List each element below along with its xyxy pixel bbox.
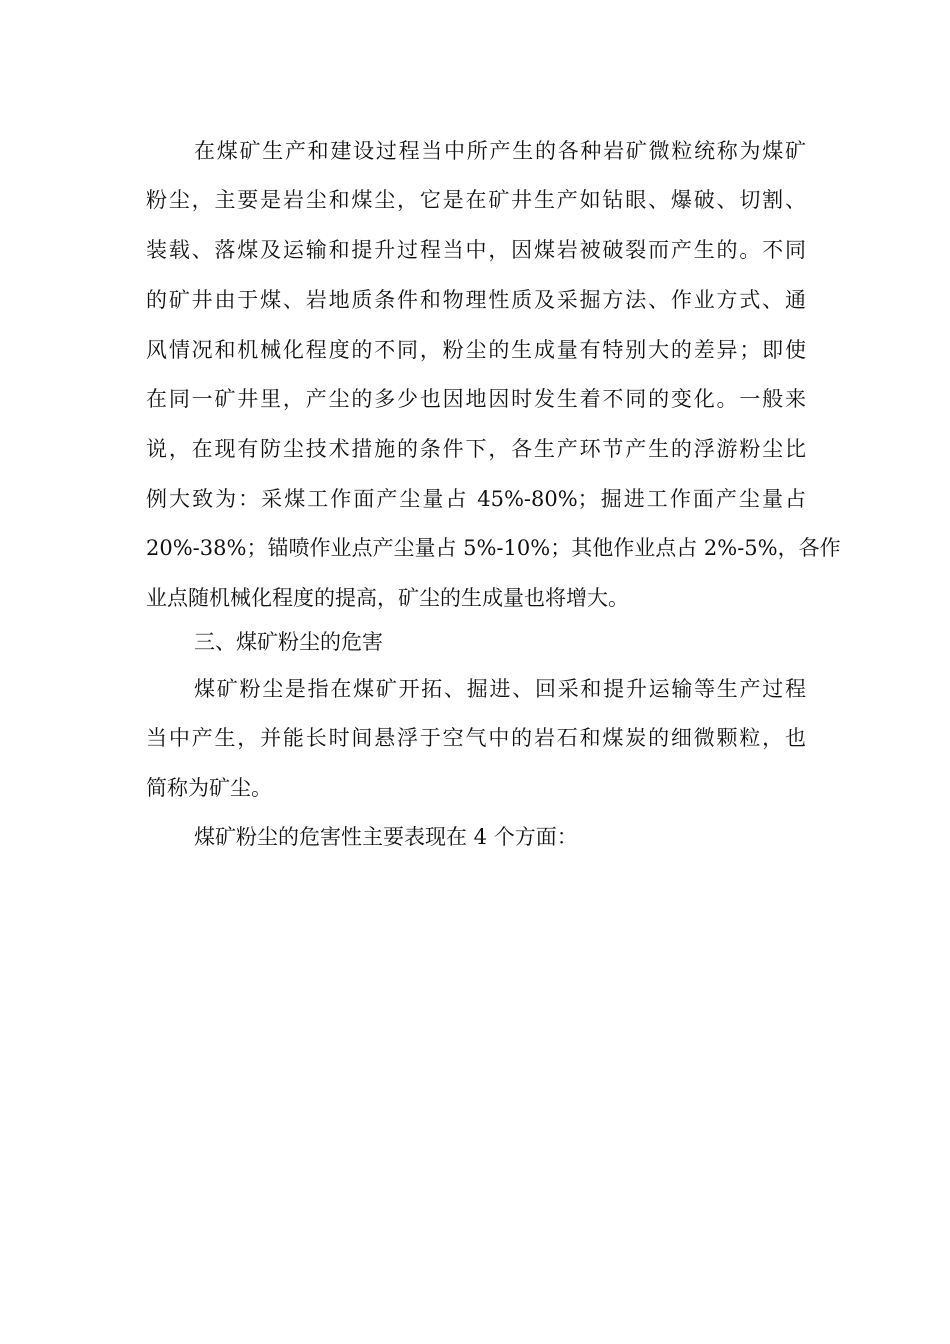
paragraph-1-line-9: 20%-38%；锚喷作业点产尘量占 5%-10%；其他作业点占 2%-5%，各作 [146,536,841,560]
paragraph-3-line-1: 煤矿粉尘的危害性主要表现在 4 个方面： [194,825,578,849]
paragraph-2-line-2: 当中产生，并能长时间悬浮于空气中的岩石和煤炭的细微颗粒，也 [146,726,806,750]
section-heading: 三、煤矿粉尘的危害 [194,630,383,654]
paragraph-1-line-7: 说，在现有防尘技术措施的条件下，各生产环节产生的浮游粉尘比 [146,437,806,461]
paragraph-2-line-3: 简称为矿尘。 [146,776,272,800]
paragraph-2-line-1: 煤矿粉尘是指在煤矿开拓、掘进、回采和提升运输等生产过程 [194,677,806,701]
paragraph-1-line-5: 风情况和机械化程度的不同，粉尘的生成量有特别大的差异；即使 [146,338,806,362]
paragraph-1-line-3: 装载、落煤及运输和提升过程当中，因煤岩被破裂而产生的。不同 [146,238,806,262]
paragraph-1-line-1: 在煤矿生产和建设过程当中所产生的各种岩矿微粒统称为煤矿 [194,139,806,163]
paragraph-1-line-10: 业点随机械化程度的提高，矿尘的生成量也将增大。 [146,586,629,610]
paragraph-1-line-2: 粉尘，主要是岩尘和煤尘，它是在矿井生产如钻眼、爆破、切割、 [146,188,806,212]
paragraph-1-line-6: 在同一矿井里，产尘的多少也因地因时发生着不同的变化。一般来 [146,387,806,411]
paragraph-1-line-4: 的矿井由于煤、岩地质条件和物理性质及采掘方法、作业方式、通 [146,288,806,312]
paragraph-1-line-8: 例大致为：采煤工作面产尘量占 45%-80%；掘进工作面产尘量占 [146,487,806,511]
